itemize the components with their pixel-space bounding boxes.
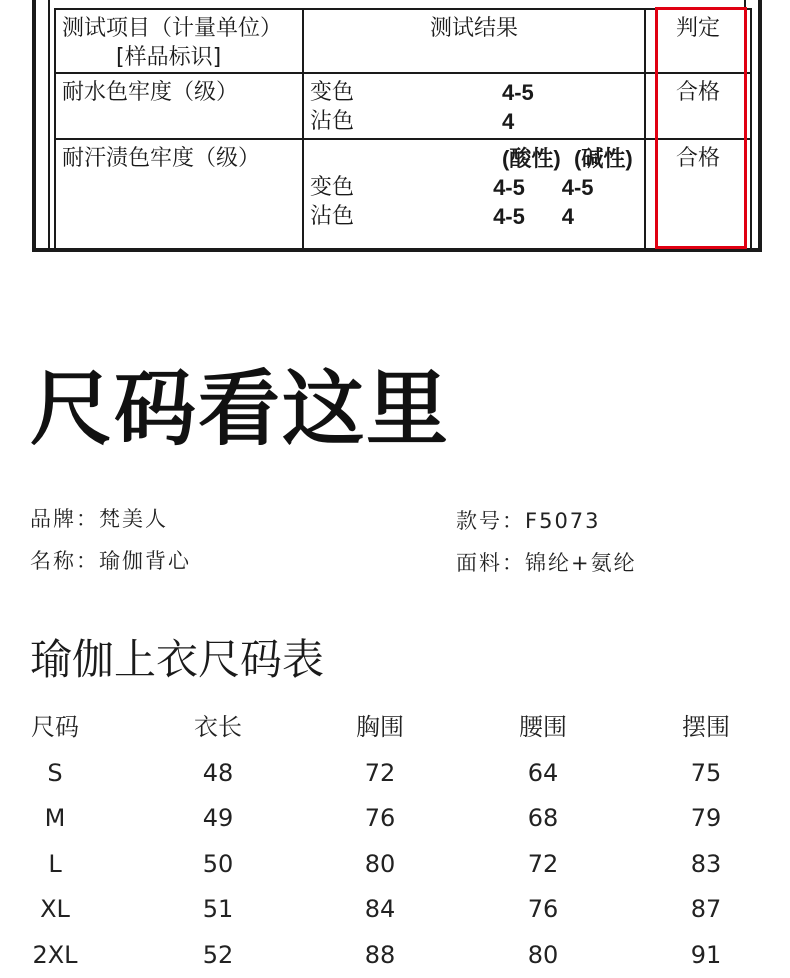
size-cell: XL (0, 887, 115, 932)
result-line (310, 78, 638, 107)
length-cell: 51 (158, 887, 278, 932)
report-row-water (55, 73, 751, 139)
size-table-title: 瑜伽上衣尺码表 (30, 630, 324, 690)
chest-cell: 84 (320, 887, 440, 932)
table-row (0, 842, 790, 888)
waist-cell: 76 (483, 887, 603, 932)
size-cell: S (0, 751, 115, 796)
table-inner-border-left (48, 0, 50, 248)
size-cell: 2XL (0, 933, 115, 978)
style-value: F5073 (525, 509, 601, 533)
result-value-acid: 4-5 (493, 202, 562, 231)
result-value: 4-5 (502, 78, 574, 107)
chest-cell: 88 (320, 933, 440, 978)
name-info (30, 546, 191, 576)
fabric-value: 锦纶+氨纶 (525, 551, 637, 575)
header-test-item-line1: 测试项目（计量单位） (62, 14, 296, 43)
waist-cell: 72 (483, 842, 603, 887)
length-cell: 48 (158, 751, 278, 796)
hem-cell: 83 (646, 842, 766, 887)
header-test-result: 测试结果 (303, 9, 645, 73)
length-cell: 50 (158, 842, 278, 887)
column-header: 尺码 (0, 705, 115, 750)
column-header: 腰围 (483, 705, 603, 750)
header-verdict: 判定 (645, 9, 751, 73)
brand-label: 品牌： (30, 507, 99, 531)
size-cell: M (0, 796, 115, 841)
table-row (0, 751, 790, 797)
hem-cell: 79 (646, 796, 766, 841)
style-label: 款号： (456, 509, 525, 533)
chest-cell: 72 (320, 751, 440, 796)
row-water-item: 耐水色牢度（级） (55, 73, 303, 139)
fabric-label: 面料： (456, 551, 525, 575)
report-grid (54, 8, 752, 252)
row-water-verdict: 合格 (645, 73, 751, 139)
result-label: 变色 (310, 78, 502, 107)
chest-cell: 76 (320, 796, 440, 841)
length-cell: 52 (158, 933, 278, 978)
chest-cell: 80 (320, 842, 440, 887)
acid-label: (酸性) (502, 144, 574, 173)
result-subheader (310, 144, 638, 173)
result-value-alkaline: 4 (562, 202, 638, 231)
alkaline-label: (碱性) (574, 144, 633, 173)
report-row-sweat (55, 139, 751, 251)
column-header: 胸围 (320, 705, 440, 750)
brand-value: 梵美人 (99, 507, 168, 531)
row-sweat-results (303, 139, 645, 251)
table-row (0, 796, 790, 842)
header-test-item (55, 9, 303, 73)
waist-cell: 64 (483, 751, 603, 796)
page-title: 尺码看这里 (30, 360, 450, 460)
length-cell: 49 (158, 796, 278, 841)
size-cell: L (0, 842, 115, 887)
brand-info (30, 504, 168, 534)
header-sample-id: [样品标识] (62, 43, 296, 72)
result-line (310, 202, 638, 231)
result-value-acid: 4-5 (493, 173, 562, 202)
fabric-info (456, 548, 637, 578)
result-line (310, 173, 638, 202)
table-row (0, 887, 790, 933)
row-water-results (303, 73, 645, 139)
test-report-table (32, 0, 762, 252)
hem-cell: 75 (646, 751, 766, 796)
waist-cell: 80 (483, 933, 603, 978)
name-label: 名称： (30, 549, 99, 573)
waist-cell: 68 (483, 796, 603, 841)
result-value: 4 (502, 107, 574, 136)
hem-cell: 91 (646, 933, 766, 978)
result-label: 变色 (310, 173, 493, 202)
row-sweat-verdict: 合格 (645, 139, 751, 251)
report-header-row (55, 9, 751, 73)
result-label: 沾色 (310, 107, 502, 136)
hem-cell: 87 (646, 887, 766, 932)
column-header: 衣长 (158, 705, 278, 750)
result-line (310, 107, 638, 136)
row-sweat-item: 耐汗渍色牢度（级） (55, 139, 303, 251)
result-value-alkaline: 4-5 (562, 173, 638, 202)
table-row (0, 933, 790, 978)
size-table-header (0, 705, 790, 751)
name-value: 瑜伽背心 (99, 549, 191, 573)
result-label: 沾色 (310, 202, 493, 231)
column-header: 摆围 (646, 705, 766, 750)
size-table (0, 705, 790, 978)
style-info (456, 506, 601, 536)
